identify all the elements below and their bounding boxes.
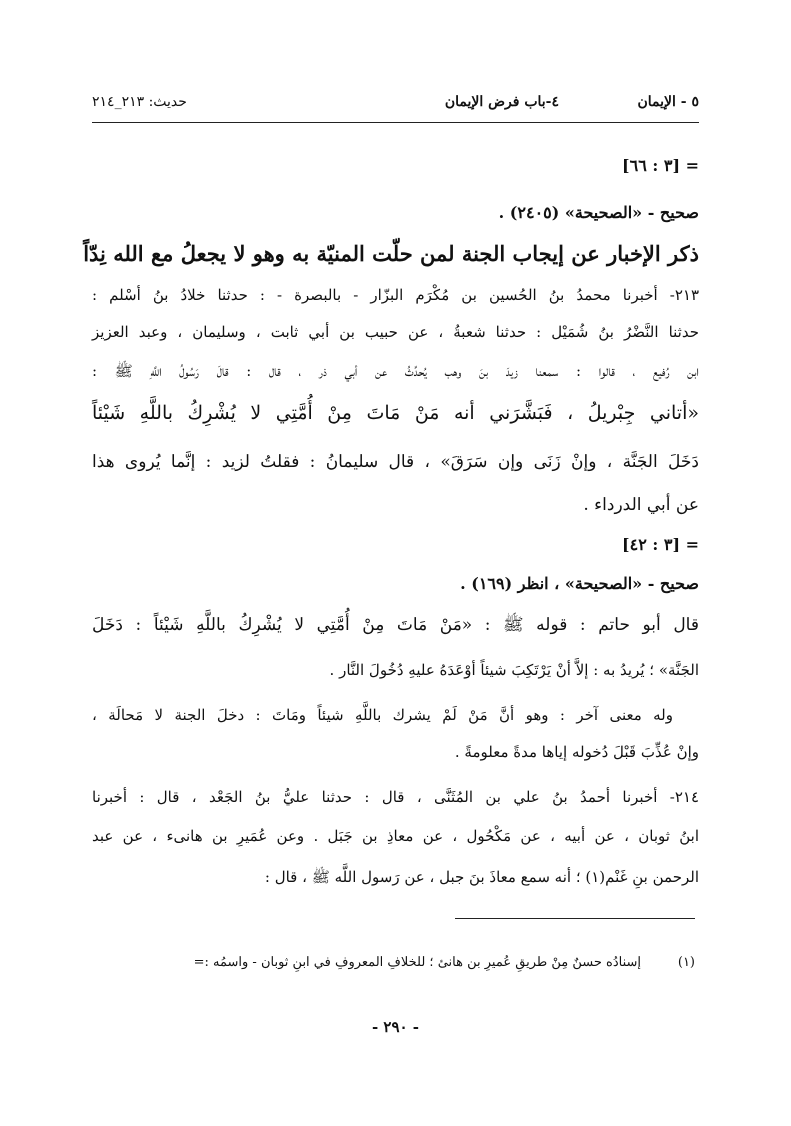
section-title: ٤-باب فرض الإيمان — [444, 94, 559, 110]
meaning-line-2: وإنْ عُذِّبَ قَبْلَ دُخوله إياها مدةً معلومةً . — [454, 743, 699, 761]
footnote-text: إسنادُه حسنٌ مِنْ طريقِ عُميرِ بن هانئ ؛ للخلافِ المعروفِ في ابنِ ثوبان - واسمُه := — [193, 955, 641, 970]
abu-hatim-line-2: الجَنَّة» ؛ يُريدُ به : إلاَّ أنْ يَرْتَكِبَ شيئاً أوْعَدَهُ عليهِ دُخُولَ النَّار . — [329, 661, 699, 679]
hadith-213-matn-3: عن أبي الدرداء . — [583, 495, 699, 515]
hadith-213-matn-1: «أتاني جِبْريلُ ، فَبَشَّرَني أنه مَنْ مَاتَ مِنْ أُمَّتِي لا يُشْرِكُ باللَّهِ شَيْئاً — [92, 402, 699, 424]
meaning-line-1: وله معنى آخر : وهو أنَّ مَنْ لَمْ يشرك باللَّهِ شيئاً ومَاتَ : دخلَ الجنة لا مَحالَة ، — [92, 706, 673, 724]
running-header — [92, 94, 699, 116]
hadith-213-line-3: ابن رُفيع ، قالوا : سمعنا زيدَ بنَ وهب يُحدِّثُ عن أبي ذر ، قال : قالَ رَسُولُ اللَّهِ ﷺ : — [92, 362, 699, 380]
grade-line-2: صحيح - «الصحيحة» ، انظر (١٦٩) . — [460, 574, 699, 593]
hadith-213-line-2: حدثنا النَّضْرُ بنُ شُمَيْل : حدثنا شعبةُ ، عن حبيب بن أبي ثابت ، وسليمان ، وعبد العزيز — [92, 323, 699, 341]
hadith-214-line-1: ٢١٤- أخبرنا أحمدُ بنُ علي بن المُثَنَّى ، قال : حدثنا عليُّ بنُ الجَعْد ، قال : أخبرنا — [92, 788, 699, 806]
hadith-214-line-3: الرحمن بنِ غَنْم(١) ؛ أنه سمع معاذَ بنَ جبل ، عن رَسول اللَّه ﷺ ، قال : — [264, 868, 699, 886]
abu-hatim-line-1: قال أبو حاتم : قوله ﷺ : «مَنْ مَاتَ مِنْ أُمَّتِي لا يُشْرِكُ باللَّهِ شَيْئاً : دَخَلَ — [92, 615, 699, 635]
chapter-title: ٥ - الإيمان — [637, 94, 699, 110]
reference-line-2: = [٣ : ٤٢] — [622, 535, 699, 554]
chapter-heading: ذكر الإخبار عن إيجاب الجنة لمن حلّت المنيّة به وهو لا يجعلُ مع الله نِدّاً — [83, 241, 699, 266]
hadith-213-matn-2: دَخَلَ الجَنَّة ، وإنْ زَنَى وإن سَرَقَ» ، قال سليمانُ : فقلتُ لزيد : إنَّما يُروى هذا — [92, 452, 699, 472]
hadith-214-line-2: ابنُ ثوبان ، عن أبيه ، عن مَكْحُول ، عن معاذِ بن جَبَل . وعن عُمَيرِ بن هانىء ، عن عبد — [92, 827, 699, 845]
hadith-213-line-1: ٢١٣- أخبرنا محمدُ بنُ الحُسين بن مُكْرَم البزّار - بالبصرة - : حدثنا خلادُ بنُ أسْلم : — [92, 286, 699, 304]
header-divider — [92, 122, 699, 123]
page-number: - ٢٩٠ - — [371, 1018, 420, 1036]
footnote-number: (١) — [677, 955, 695, 970]
grade-line: صحيح - «الصحيحة» (٢٤٠٥) . — [498, 203, 699, 222]
reference-line: = [٣ : ٦٦] — [622, 156, 699, 175]
hadith-range: حديث: ٢١٣_٢١٤ — [92, 94, 187, 110]
footnote-divider — [455, 918, 695, 919]
